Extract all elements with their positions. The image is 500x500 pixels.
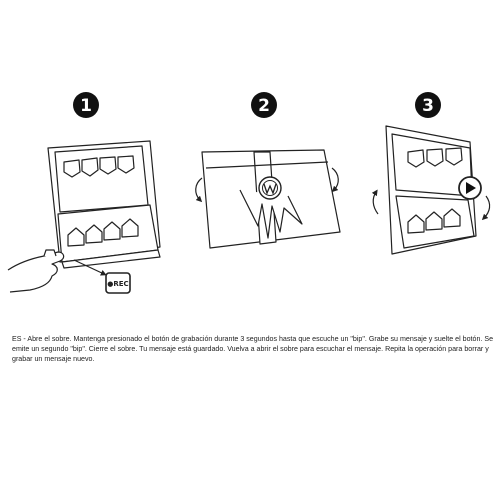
step-1-illustration [48, 141, 160, 268]
instructions-text: ES - Abre el sobre. Mantenga presionado el botón de grabación durante 3 segundos hasta que escuche un "bip". Grabe su mensaje y suelte el botón. Se emite un segundo "bip". Cierre el sobre. Tu mensaje está guardado. Vuelva a abrir el sobre para escuchar el mensaje. Repita la operación para borrar y grabar un mensaje nuevo. [12, 335, 494, 364]
step-3-number: 3 [422, 96, 434, 116]
rec-button [106, 273, 130, 293]
rec-button-label: ●REC [107, 280, 129, 288]
step-1-badge [73, 92, 99, 118]
step-3-badge [415, 92, 441, 118]
wax-seal-icon [259, 177, 281, 199]
step-2-badge [251, 92, 277, 118]
play-icon [459, 177, 481, 199]
arrow-icon [373, 192, 378, 214]
arrow-icon [484, 196, 490, 218]
arrow-icon [196, 178, 202, 200]
step-2-number: 2 [258, 96, 270, 116]
step-1-number: 1 [80, 96, 92, 116]
hand-icon [8, 250, 64, 292]
arrow-icon [332, 168, 338, 190]
